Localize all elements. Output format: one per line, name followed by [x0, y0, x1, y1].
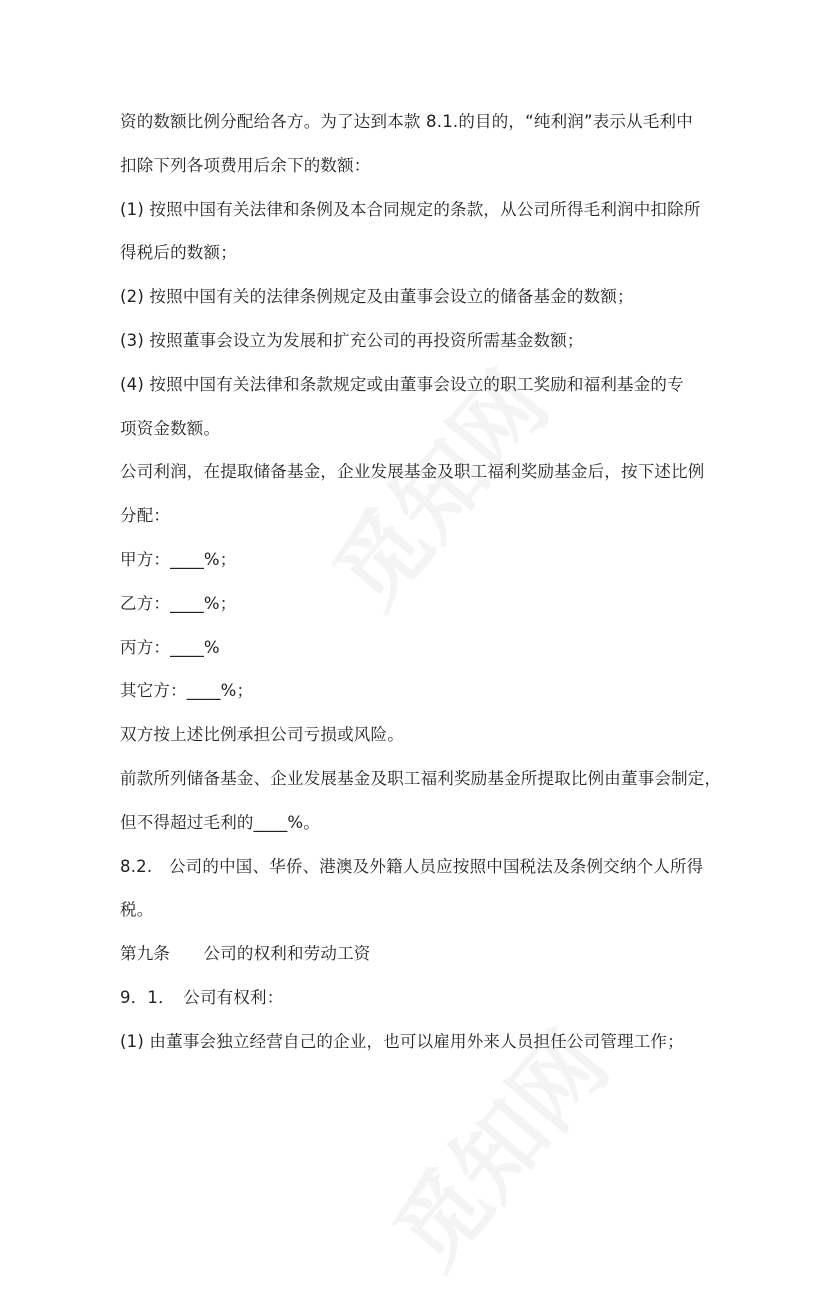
list-item-1: (1) 由董事会独立经营自己的企业，也可以雇用外来人员担任公司管理工作；: [120, 1031, 684, 1051]
party-a-share: 甲方：____%；: [120, 549, 237, 569]
party-b-share: 乙方：____%；: [120, 593, 237, 613]
list-item-1: (1) 按照中国有关法律和条例及本合同规定的条款，从公司所得毛利润中扣除所: [120, 199, 701, 219]
paragraph-line: 扣除下列各项费用后余下的数额：: [120, 155, 371, 175]
article-9-heading: 第九条 公司的权利和劳动工资: [120, 944, 371, 964]
list-item-4: (4) 按照中国有关法律和条款规定或由董事会设立的职工奖励和福利基金的专: [120, 374, 684, 394]
clause-8-2-cont: 税。: [120, 900, 154, 920]
other-party-share: 其它方：____%；: [120, 681, 254, 701]
paragraph-line: 公司利润，在提取储备基金，企业发展基金及职工福利奖励基金后，按下述比例: [120, 462, 705, 482]
paragraph-line: 前款所列储备基金、企业发展基金及职工福利奖励基金所提取比例由董事会制定，: [120, 768, 722, 788]
paragraph-line: 资的数额比例分配给各方。为了达到本款 8.1.的目的，“纯利润”表示从毛利中: [120, 112, 693, 131]
list-item-1-cont: 得税后的数额；: [120, 243, 237, 263]
clause-8-2: 8.2. 公司的中国、华侨、港澳及外籍人员应按照中国税法及条例交纳个人所得: [120, 856, 704, 876]
list-item-3: (3) 按照董事会设立为发展和扩充公司的再投资所需基金数额；: [120, 330, 584, 350]
paragraph-line: 但不得超过毛利的____%。: [120, 812, 320, 832]
clause-9-1: 9．1． 公司有权利：: [120, 987, 284, 1007]
list-item-2: (2) 按照中国有关的法律条例规定及由董事会设立的储备基金的数额；: [120, 287, 634, 307]
paragraph-line: 双方按上述比例承担公司亏损或风险。: [120, 725, 404, 745]
paragraph-line: 分配：: [120, 506, 171, 526]
list-item-4-cont: 项资金数额。: [120, 418, 221, 438]
party-c-share: 丙方：____%: [120, 637, 220, 657]
document-body: [120, 100, 720, 1064]
